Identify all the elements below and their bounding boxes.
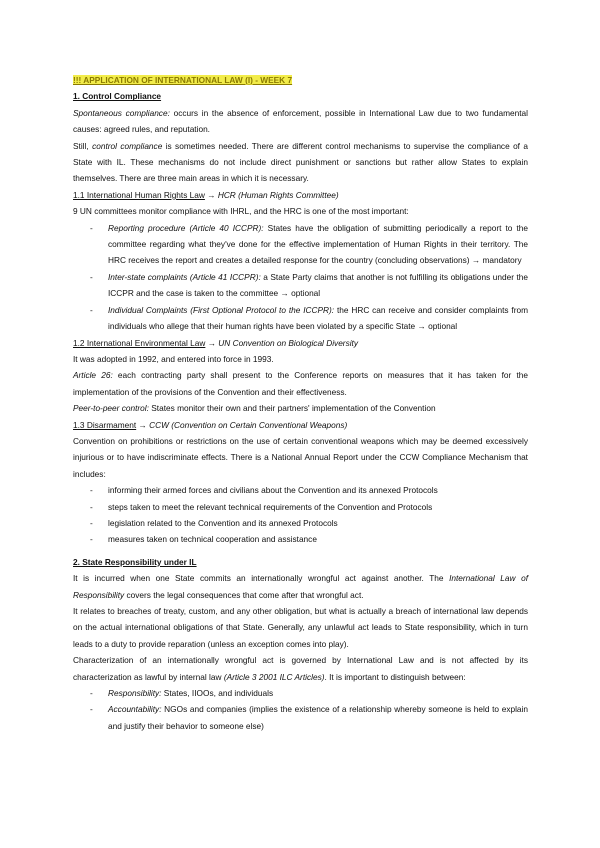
list-item: - Reporting procedure (Article 40 ICCPR): States have the obligation of submitting periodically a report to the committee regarding what they've done for the effective implementation of Human Rights in their territory. The HRC receives the report and creates a detailed response for the country (concluding observations) → mandatory	[73, 220, 528, 269]
paragraph: Peer-to-peer control: States monitor their own and their partners' implementation of the Convention	[73, 403, 436, 414]
list-item: - Responsibility: States, IIOOs, and individuals	[73, 685, 528, 701]
paragraph: Convention on prohibitions or restrictions on the use of certain conventional weapons which may be deemed excessively injurious or to have indiscriminate effects. There is a National Annual Report under the CCW Compliance Mechanism that includes:	[73, 435, 528, 479]
paragraph: Still, control compliance is sometimes needed. There are different control mechanisms to supervise the compliance of a State with IL. These mechanisms do not include direct punishment or sanctions but rather allow States to explain themselves. There are three main areas in which it is necessary.	[73, 140, 528, 184]
bullet-list	[73, 220, 528, 335]
paragraph: It is incurred when one State commits an internationally wrongful act against another. The International Law of Responsibility covers the legal consequences that come after that wrongful act.	[73, 573, 528, 600]
paragraph: Characterization of an internationally wrongful act is governed by International Law and is not affected by its characterization as lawful by internal law (Article 3 2001 ILC Articles). It is important to distinguish between:	[73, 655, 528, 682]
paragraph: Spontaneous compliance: occurs in the absence of enforcement, possible in International Law due to two fundamental causes: agreed rules, and reputation.	[73, 107, 528, 135]
list-item: - Inter-state complaints (Article 41 ICCPR): a State Party claims that another is not fulfilling its obligations under the ICCPR and the case is taken to the committee → optional	[73, 269, 528, 302]
subsection-1-2-heading: 1.2 International Environmental Law → UN Convention on Biological Diversity	[73, 337, 359, 348]
paragraph: It relates to breaches of treaty, custom, and any other obligation, but what is actually a breach of international law depends on the actual international obligations of that State. Generally, any unlawful act leads to State responsibility, which in turn leads to a duty to provide reparation (unless an exception comes into play).	[73, 606, 528, 649]
list-item: - steps taken to meet the relevant technical requirements of the Convention and Protocols	[73, 499, 528, 515]
bullet-list	[73, 482, 528, 548]
section-1-heading: 1. Control Compliance	[73, 91, 162, 102]
paragraph: 9 UN committees monitor compliance with IHRL, and the HRC is one of the most important:	[73, 206, 409, 217]
list-item: - Individual Complaints (First Optional Protocol to the ICCPR): the HRC can receive and consider complaints from individuals who allege that their human rights have been violated by a specific State → optional	[73, 302, 528, 335]
subsection-1-1-heading: 1.1 International Human Rights Law → HCR (Human Rights Committee)	[73, 189, 339, 200]
paragraph: Article 26: each contracting party shall present to the Conference reports on measures that it has taken for the implementation of the provisions of the Convention and their effectiveness.	[73, 370, 528, 397]
paragraph: It was adopted in 1992, and entered into force in 1993.	[73, 353, 274, 364]
list-item: - legislation related to the Convention and its annexed Protocols	[73, 515, 528, 531]
document-page	[73, 72, 528, 734]
list-item: - Accountability: NGOs and companies (implies the existence of a relationship whereby someone is held to explain and justify their behavior to someone else)	[73, 701, 528, 734]
list-item: - informing their armed forces and civilians about the Convention and its annexed Protocols	[73, 482, 528, 498]
section-2-heading: 2. State Responsibility under IL	[73, 556, 197, 567]
bullet-list	[73, 685, 528, 734]
subsection-1-3-heading: 1.3 Disarmament → CCW (Convention on Certain Conventional Weapons)	[73, 419, 348, 430]
list-item: - measures taken on technical cooperation and assistance	[73, 531, 528, 547]
document-title: !!! APPLICATION OF INTERNATIONAL LAW (I) - WEEK 7	[73, 75, 293, 85]
